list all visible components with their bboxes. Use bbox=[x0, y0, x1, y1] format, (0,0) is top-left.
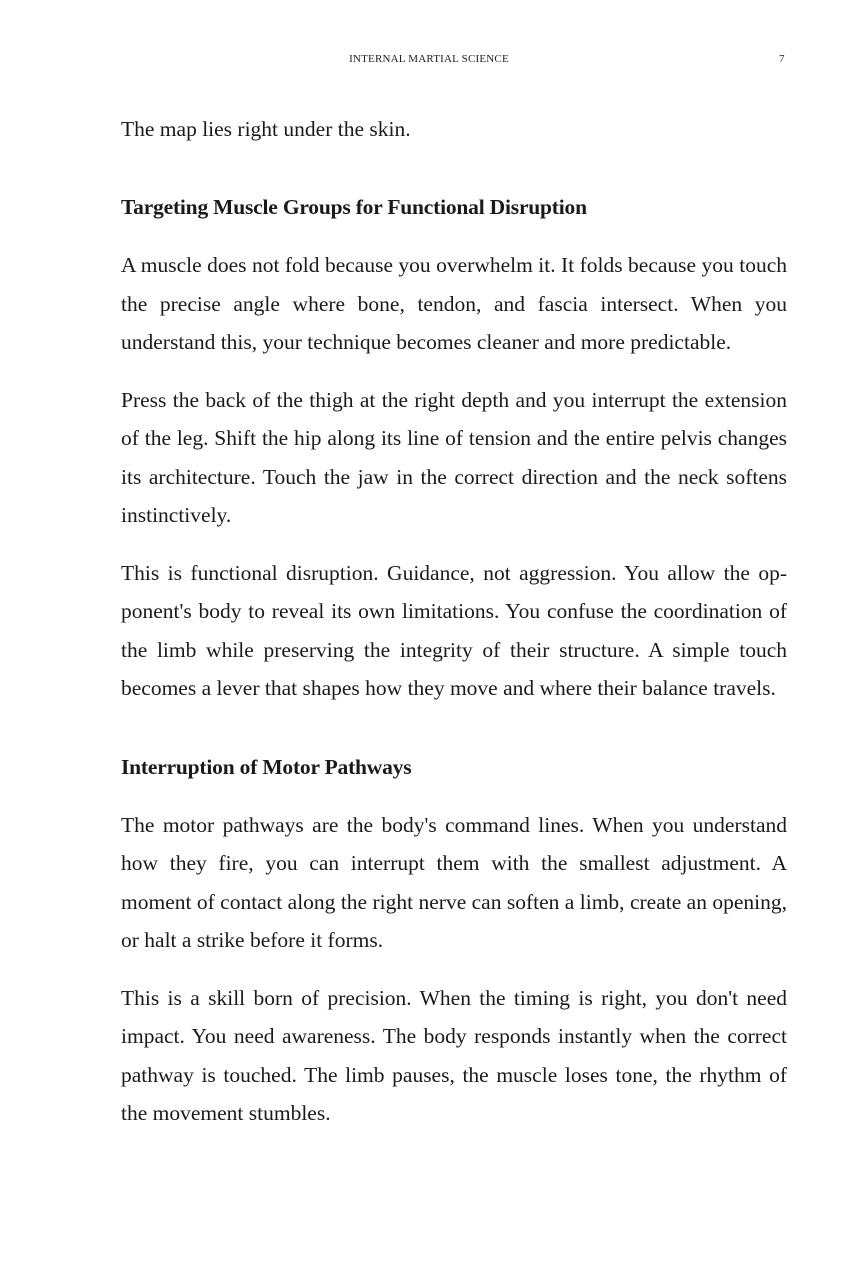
paragraph: This is a skill born of precision. When the timing is right, you don't need impact. You need awareness. The body responds instantly when the correct pathway is touched. The limb pauses, the muscle loses tone, the rhythm of the movement stumbles. bbox=[121, 985, 787, 1125]
paragraph: Press the back of the thigh at the right depth and you interrupt the extension of the leg. Shift the hip along its line of tension and the entire pelvis changes its architecture. Touch the jaw in the correct direction and the neck softens instinctively. bbox=[121, 387, 787, 527]
page-number: 7 bbox=[779, 53, 785, 65]
section-heading-muscle-groups: Targeting Muscle Groups for Functional Disruption bbox=[121, 195, 587, 219]
paragraph: This is functional disruption. Guidance, not aggression. You allow the opponent's body to reveal its own limitations. You confuse the coordination of the limb while preserving the integrity of their structure. A simple touch becomes a lever that shapes how they move and where their balance travels. bbox=[121, 560, 787, 700]
running-header bbox=[0, 53, 842, 69]
page-body bbox=[121, 110, 787, 1133]
paragraph: The motor pathways are the body's command lines. When you understand how they fire, you can interrupt them with the smallest adjustment. A moment of contact along the right nerve can soften a limb, create an opening, or halt a strike before it forms. bbox=[121, 812, 787, 952]
paragraph: A muscle does not fold because you overwhelm it. It folds because you touch the precise angle where bone, tendon, and fascia intersect. When you understand this, your technique becomes cleaner and more predictable. bbox=[121, 253, 787, 354]
running-title: INTERNAL MARTIAL SCIENCE bbox=[349, 53, 509, 65]
intro-line: The map lies right under the skin. bbox=[121, 117, 411, 141]
section-heading-motor-pathways: Interruption of Motor Pathways bbox=[121, 754, 412, 779]
